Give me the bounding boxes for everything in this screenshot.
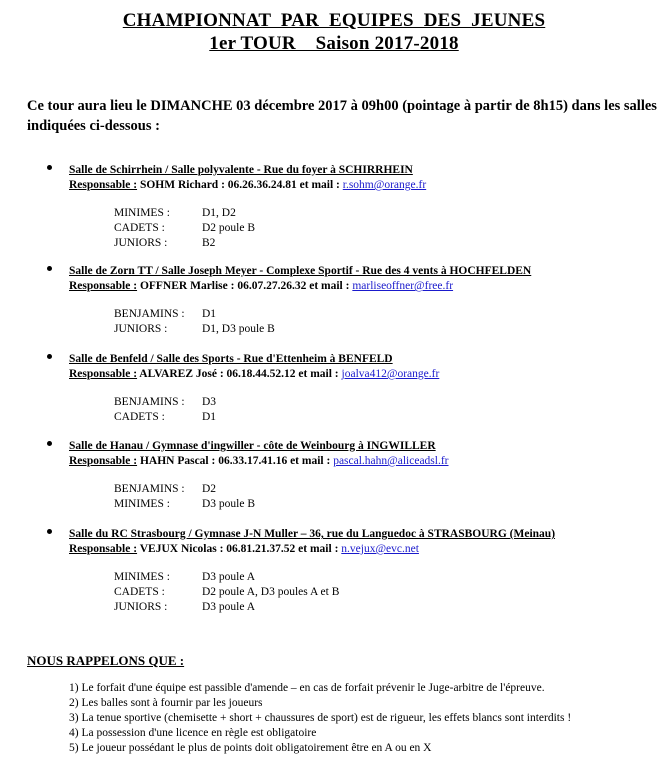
bullet-icon: [47, 441, 52, 446]
category-name: JUNIORS :: [114, 237, 168, 249]
category-division: D1: [202, 411, 217, 423]
category-name: JUNIORS :: [114, 323, 168, 335]
responsible-contact: OFFNER Marlise : 06.07.27.26.32 et mail :: [137, 280, 353, 292]
bullet-icon: [47, 266, 52, 271]
responsible-label: Responsable :: [69, 455, 138, 467]
responsible-contact: HAHN Pascal : 06.33.17.41.16 et mail :: [137, 455, 334, 467]
category-name: JUNIORS :: [114, 601, 168, 613]
bullet-icon: [47, 529, 52, 534]
category-name: BENJAMINS :: [114, 308, 185, 320]
responsible-line: [69, 367, 439, 382]
category-name: BENJAMINS :: [114, 396, 185, 408]
email-link[interactable]: marliseoffner@free.fr: [352, 280, 454, 292]
responsible-line: [69, 279, 453, 294]
category-division: D3 poule B: [202, 498, 256, 510]
category-division: D2 poule A, D3 poules A et B: [202, 586, 340, 598]
venue-name: Salle de Zorn TT / Salle Joseph Meyer - Complexe Sportif - Rue des 4 vents à HOCHFELDEN: [69, 265, 532, 277]
responsible-contact: VEJUX Nicolas : 06.81.21.37.52 et mail :: [137, 543, 342, 555]
rule-item: 2) Les balles sont à fournir par les joueurs: [69, 697, 263, 709]
responsible-line: [69, 178, 426, 193]
category-name: CADETS :: [114, 411, 165, 423]
category-name: BENJAMINS :: [114, 483, 185, 495]
rule-item: 4) La possession d'une licence en règle est obligatoire: [69, 727, 317, 739]
responsible-label: Responsable :: [69, 368, 138, 380]
document-title: CHAMPIONNAT PAR EQUIPES DES JEUNES: [122, 10, 546, 31]
responsible-contact: ALVAREZ José : 06.18.44.52.12 et mail :: [137, 368, 342, 380]
rules-list: [69, 681, 571, 756]
category-division: D2: [202, 483, 217, 495]
responsible-contact: SOHM Richard : 06.26.36.24.81 et mail :: [137, 179, 343, 191]
intro-paragraph: Ce tour aura lieu le DIMANCHE 03 décembre 2017 à 09h00 (pointage à partir de 8h15) dans les salles indiquées ci-dessous :: [27, 98, 657, 134]
category-name: CADETS :: [114, 222, 165, 234]
category-division: D1, D2: [202, 207, 236, 219]
email-link[interactable]: n.vejux@evc.net: [341, 543, 419, 555]
responsible-line: [69, 542, 419, 557]
responsible-label: Responsable :: [69, 543, 138, 555]
rule-item: 1) Le forfait d'une équipe est passible d'amende – en cas de forfait prévenir le Juge-arbitre de l'épreuve.: [69, 682, 545, 694]
email-link[interactable]: r.sohm@orange.fr: [342, 179, 427, 191]
category-name: CADETS :: [114, 586, 165, 598]
category-division: B2: [202, 237, 216, 249]
venue-name: Salle de Hanau / Gymnase d'ingwiller - côte de Weinbourg à INGWILLER: [69, 440, 436, 452]
category-division: D1: [202, 308, 217, 320]
responsible-label: Responsable :: [69, 280, 138, 292]
category-division: D1, D3 poule B: [202, 323, 275, 335]
responsible-label: Responsable :: [69, 179, 138, 191]
venue-name: Salle du RC Strasbourg / Gymnase J-N Muller – 36, rue du Languedoc à STRASBOURG (Meinau): [69, 528, 556, 540]
reminder-title: NOUS RAPPELONS QUE :: [27, 653, 185, 668]
responsible-line: [69, 454, 449, 469]
email-link[interactable]: joalva412@orange.fr: [341, 368, 440, 380]
category-division: D3 poule A: [202, 571, 256, 583]
document-subtitle: 1er TOUR Saison 2017-2018: [209, 33, 459, 54]
rule-item: 5) Le joueur possédant le plus de points doit obligatoirement être en A ou en X: [69, 742, 432, 754]
category-name: MINIMES :: [114, 571, 170, 583]
category-division: D2 poule B: [202, 222, 256, 234]
bullet-icon: [47, 165, 52, 170]
email-link[interactable]: pascal.hahn@aliceadsl.fr: [333, 455, 449, 467]
category-name: MINIMES :: [114, 207, 170, 219]
rule-item: 3) La tenue sportive (chemisette + short + chaussures de sport) est de rigueur, les effets blancs sont interdits !: [69, 712, 572, 724]
venue-name: Salle de Benfeld / Salle des Sports - Rue d'Ettenheim à BENFELD: [69, 353, 393, 365]
venue-name: Salle de Schirrhein / Salle polyvalente - Rue du foyer à SCHIRRHEIN: [69, 164, 413, 176]
category-division: D3 poule A: [202, 601, 256, 613]
bullet-icon: [47, 354, 52, 359]
category-name: MINIMES :: [114, 498, 170, 510]
category-division: D3: [202, 396, 217, 408]
